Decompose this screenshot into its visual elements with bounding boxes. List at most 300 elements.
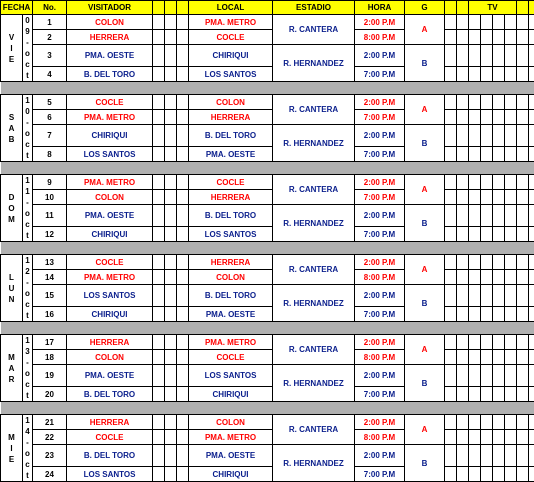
game-row: [1, 350, 534, 365]
game-row: [1, 307, 534, 322]
tv-cell: [457, 387, 469, 402]
tv-cell: [481, 285, 493, 307]
tv-cell: [493, 467, 505, 482]
game-time: 2:00 P.M: [355, 45, 405, 67]
tv-cell: [517, 350, 529, 365]
tv-cell: [505, 365, 517, 387]
stadium-name: R. HERNANDEZ: [273, 285, 355, 322]
local-team: HERRERA: [189, 110, 273, 125]
separator-cell: [1, 242, 534, 255]
tv-cell: [481, 175, 493, 190]
date-char: -: [23, 117, 32, 128]
blank-cell: [177, 350, 189, 365]
tv-cell: [457, 95, 469, 110]
game-row: [1, 335, 534, 350]
tv-cell: [505, 270, 517, 285]
tv-cell: [517, 335, 529, 350]
game-row: [1, 270, 534, 285]
date-char: -: [23, 437, 32, 448]
day-letter: B: [1, 134, 22, 145]
game-row: [1, 205, 534, 227]
tv-cell: [505, 190, 517, 205]
tv-cell: [505, 67, 517, 82]
blank-cell: [165, 67, 177, 82]
tv-cell: [457, 255, 469, 270]
day-letter: A: [1, 363, 22, 374]
tv-cell: [481, 307, 493, 322]
tv-cell: [481, 205, 493, 227]
day-separator: [1, 82, 534, 95]
tv-cell: [469, 15, 481, 30]
tv-cell: [481, 67, 493, 82]
date-char: 1: [23, 186, 32, 197]
tv-cell: [529, 415, 534, 430]
blank-cell: [165, 190, 177, 205]
group-letter-a: A: [405, 95, 445, 125]
tv-cell: [517, 45, 529, 67]
tv-cell: [445, 147, 457, 162]
header-hora: HORA: [355, 1, 405, 15]
blank-cell: [165, 307, 177, 322]
blank-cell: [165, 445, 177, 467]
tv-cell: [529, 95, 534, 110]
blank-cell: [165, 45, 177, 67]
tv-cell: [469, 255, 481, 270]
separator-cell: [1, 82, 534, 95]
game-row: [1, 190, 534, 205]
tv-cell: [445, 15, 457, 30]
day-letter: D: [1, 192, 22, 203]
tv-cell: [493, 147, 505, 162]
header-fecha: FECHA: [1, 1, 33, 15]
date-char: t: [23, 310, 32, 321]
stadium-name: R. CANTERA: [273, 175, 355, 205]
tv-cell: [445, 175, 457, 190]
game-number: 6: [33, 110, 67, 125]
local-team: HERRERA: [189, 255, 273, 270]
tv-cell: [445, 95, 457, 110]
tv-cell: [529, 190, 534, 205]
tv-cell: [517, 175, 529, 190]
date-char: c: [23, 219, 32, 230]
game-time: 8:00 P.M: [355, 350, 405, 365]
tv-cell: [505, 335, 517, 350]
tv-cell: [493, 45, 505, 67]
game-number: 1: [33, 15, 67, 30]
day-label: [1, 415, 23, 482]
date-char: 4: [23, 426, 32, 437]
blank-cell: [153, 125, 165, 147]
date-char: c: [23, 59, 32, 70]
tv-cell: [529, 270, 534, 285]
blank-cell: [153, 365, 165, 387]
tv-cell: [505, 387, 517, 402]
group-letter-b: B: [405, 365, 445, 402]
game-row: [1, 125, 534, 147]
date-char: 9: [23, 26, 32, 37]
header-blank: [457, 1, 469, 15]
game-number: 21: [33, 415, 67, 430]
blank-cell: [177, 190, 189, 205]
group-letter-b: B: [405, 445, 445, 482]
tv-cell: [445, 335, 457, 350]
date-char: t: [23, 150, 32, 161]
visitor-team: B. DEL TORO: [67, 67, 153, 82]
day-letter: I: [1, 43, 22, 54]
day-letter: O: [1, 203, 22, 214]
tv-cell: [469, 445, 481, 467]
date-char: 1: [23, 175, 32, 186]
blank-cell: [153, 45, 165, 67]
date-char: 2: [23, 266, 32, 277]
blank-cell: [153, 110, 165, 125]
tv-cell: [445, 350, 457, 365]
date-char: t: [23, 390, 32, 401]
tv-cell: [445, 125, 457, 147]
tv-cell: [481, 255, 493, 270]
tv-cell: [469, 335, 481, 350]
day-letter: U: [1, 283, 22, 294]
tv-cell: [517, 15, 529, 30]
game-time: 7:00 P.M: [355, 67, 405, 82]
day-letter: E: [1, 454, 22, 465]
game-row: [1, 227, 534, 242]
group-letter-b: B: [405, 45, 445, 82]
game-row: [1, 15, 534, 30]
date-char: 0: [23, 15, 32, 26]
blank-cell: [177, 285, 189, 307]
header-row: [1, 1, 534, 15]
tv-cell: [493, 350, 505, 365]
tv-cell: [457, 415, 469, 430]
header-estadio: ESTADIO: [273, 1, 355, 15]
blank-cell: [165, 147, 177, 162]
game-time: 7:00 P.M: [355, 307, 405, 322]
tv-cell: [493, 67, 505, 82]
separator-cell: [1, 402, 534, 415]
tv-cell: [457, 30, 469, 45]
blank-cell: [153, 350, 165, 365]
tv-cell: [481, 430, 493, 445]
tv-cell: [517, 285, 529, 307]
blank-cell: [165, 205, 177, 227]
visitor-team: PMA. METRO: [67, 270, 153, 285]
blank-cell: [165, 175, 177, 190]
group-letter-a: A: [405, 255, 445, 285]
tv-cell: [517, 415, 529, 430]
tv-cell: [445, 270, 457, 285]
tv-cell: [493, 30, 505, 45]
tv-cell: [529, 45, 534, 67]
header-blank: [529, 1, 534, 15]
tv-cell: [517, 147, 529, 162]
blank-cell: [165, 95, 177, 110]
game-number: 24: [33, 467, 67, 482]
tv-cell: [493, 445, 505, 467]
stadium-name: R. HERNANDEZ: [273, 125, 355, 162]
game-time: 2:00 P.M: [355, 95, 405, 110]
tv-cell: [457, 125, 469, 147]
date-char: -: [23, 37, 32, 48]
tv-cell: [445, 255, 457, 270]
tv-cell: [469, 190, 481, 205]
local-team: PMA. OESTE: [189, 307, 273, 322]
tv-cell: [529, 30, 534, 45]
tv-cell: [481, 95, 493, 110]
local-team: B. DEL TORO: [189, 205, 273, 227]
blank-cell: [177, 175, 189, 190]
date-char: c: [23, 379, 32, 390]
day-separator: [1, 322, 534, 335]
game-time: 2:00 P.M: [355, 285, 405, 307]
tv-cell: [517, 110, 529, 125]
visitor-team: HERRERA: [67, 415, 153, 430]
tv-cell: [481, 445, 493, 467]
blank-cell: [153, 270, 165, 285]
tv-cell: [481, 350, 493, 365]
tv-cell: [481, 30, 493, 45]
visitor-team: COCLE: [67, 95, 153, 110]
stadium-name: R. HERNANDEZ: [273, 45, 355, 82]
game-time: 2:00 P.M: [355, 255, 405, 270]
blank-cell: [165, 415, 177, 430]
game-time: 7:00 P.M: [355, 227, 405, 242]
visitor-team: B. DEL TORO: [67, 387, 153, 402]
stadium-name: R. CANTERA: [273, 335, 355, 365]
tv-cell: [493, 15, 505, 30]
game-number: 16: [33, 307, 67, 322]
date-label: [23, 95, 33, 162]
day-letter: M: [1, 214, 22, 225]
tv-cell: [469, 387, 481, 402]
tv-cell: [505, 147, 517, 162]
game-time: 8:00 P.M: [355, 270, 405, 285]
day-letter: M: [1, 432, 22, 443]
tv-cell: [457, 67, 469, 82]
day-label: [1, 15, 23, 82]
blank-cell: [177, 227, 189, 242]
blank-cell: [153, 430, 165, 445]
blank-cell: [153, 147, 165, 162]
local-team: CHIRIQUI: [189, 467, 273, 482]
blank-cell: [177, 205, 189, 227]
local-team: PMA. METRO: [189, 430, 273, 445]
tv-cell: [469, 227, 481, 242]
game-row: [1, 387, 534, 402]
tv-cell: [493, 285, 505, 307]
tv-cell: [517, 30, 529, 45]
tv-cell: [493, 95, 505, 110]
tv-cell: [445, 110, 457, 125]
blank-cell: [153, 30, 165, 45]
tv-cell: [469, 270, 481, 285]
game-time: 2:00 P.M: [355, 335, 405, 350]
game-time: 2:00 P.M: [355, 125, 405, 147]
blank-cell: [165, 467, 177, 482]
day-label: [1, 255, 23, 322]
header-blank: [165, 1, 177, 15]
tv-cell: [457, 365, 469, 387]
stadium-name: R. CANTERA: [273, 255, 355, 285]
local-team: PMA. OESTE: [189, 445, 273, 467]
group-letter-a: A: [405, 15, 445, 45]
local-team: PMA. OESTE: [189, 147, 273, 162]
game-number: 15: [33, 285, 67, 307]
blank-cell: [165, 125, 177, 147]
date-char: t: [23, 230, 32, 241]
tv-cell: [493, 335, 505, 350]
blank-cell: [177, 15, 189, 30]
blank-cell: [177, 335, 189, 350]
day-letter: A: [1, 123, 22, 134]
blank-cell: [177, 45, 189, 67]
game-row: [1, 67, 534, 82]
day-letter: L: [1, 272, 22, 283]
group-letter-a: A: [405, 415, 445, 445]
tv-cell: [505, 110, 517, 125]
tv-cell: [457, 15, 469, 30]
tv-cell: [481, 45, 493, 67]
tv-cell: [493, 365, 505, 387]
date-char: t: [23, 70, 32, 81]
tv-cell: [529, 110, 534, 125]
tv-cell: [493, 110, 505, 125]
blank-cell: [165, 365, 177, 387]
blank-cell: [177, 415, 189, 430]
tv-cell: [493, 175, 505, 190]
visitor-team: COLON: [67, 15, 153, 30]
date-label: [23, 335, 33, 402]
day-separator: [1, 402, 534, 415]
blank-cell: [177, 30, 189, 45]
tv-cell: [445, 307, 457, 322]
blank-cell: [177, 430, 189, 445]
tv-cell: [493, 270, 505, 285]
tv-cell: [505, 15, 517, 30]
header-blank: [177, 1, 189, 15]
date-char: c: [23, 299, 32, 310]
tv-cell: [481, 147, 493, 162]
date-char: o: [23, 128, 32, 139]
tv-cell: [445, 445, 457, 467]
tv-cell: [517, 467, 529, 482]
blank-cell: [165, 285, 177, 307]
game-number: 4: [33, 67, 67, 82]
game-number: 2: [33, 30, 67, 45]
tv-cell: [445, 285, 457, 307]
game-number: 18: [33, 350, 67, 365]
tv-cell: [481, 227, 493, 242]
game-number: 3: [33, 45, 67, 67]
tv-cell: [445, 30, 457, 45]
game-time: 2:00 P.M: [355, 415, 405, 430]
local-team: PMA. METRO: [189, 15, 273, 30]
tv-cell: [445, 205, 457, 227]
game-number: 13: [33, 255, 67, 270]
game-time: 7:00 P.M: [355, 467, 405, 482]
tv-cell: [469, 125, 481, 147]
visitor-team: LOS SANTOS: [67, 285, 153, 307]
tv-cell: [493, 387, 505, 402]
tv-cell: [481, 190, 493, 205]
tv-cell: [517, 270, 529, 285]
game-time: 2:00 P.M: [355, 365, 405, 387]
tv-cell: [445, 190, 457, 205]
tv-cell: [517, 430, 529, 445]
tv-cell: [505, 467, 517, 482]
game-number: 19: [33, 365, 67, 387]
tv-cell: [445, 365, 457, 387]
blank-cell: [153, 285, 165, 307]
blank-cell: [177, 365, 189, 387]
game-number: 5: [33, 95, 67, 110]
day-letter: M: [1, 352, 22, 363]
tv-cell: [529, 445, 534, 467]
game-time: 7:00 P.M: [355, 147, 405, 162]
day-letter: N: [1, 294, 22, 305]
visitor-team: CHIRIQUI: [67, 125, 153, 147]
tv-cell: [469, 205, 481, 227]
game-time: 7:00 P.M: [355, 110, 405, 125]
tv-cell: [481, 15, 493, 30]
tv-cell: [469, 175, 481, 190]
tv-cell: [529, 335, 534, 350]
group-letter-a: A: [405, 335, 445, 365]
date-char: 1: [23, 415, 32, 426]
blank-cell: [165, 227, 177, 242]
tv-cell: [469, 350, 481, 365]
local-team: COCLE: [189, 30, 273, 45]
tv-cell: [493, 205, 505, 227]
tv-cell: [505, 415, 517, 430]
visitor-team: COLON: [67, 350, 153, 365]
game-row: [1, 415, 534, 430]
game-row: [1, 147, 534, 162]
tv-cell: [517, 445, 529, 467]
date-label: [23, 415, 33, 482]
visitor-team: PMA. METRO: [67, 175, 153, 190]
tv-cell: [505, 125, 517, 147]
tv-cell: [529, 307, 534, 322]
tv-cell: [445, 45, 457, 67]
game-number: 17: [33, 335, 67, 350]
blank-cell: [153, 255, 165, 270]
tv-cell: [505, 95, 517, 110]
blank-cell: [177, 147, 189, 162]
tv-cell: [457, 270, 469, 285]
tv-cell: [505, 285, 517, 307]
tv-cell: [457, 110, 469, 125]
game-row: [1, 255, 534, 270]
visitor-team: PMA. OESTE: [67, 205, 153, 227]
game-number: 10: [33, 190, 67, 205]
date-char: o: [23, 448, 32, 459]
header-blank: [153, 1, 165, 15]
tv-cell: [529, 350, 534, 365]
date-char: o: [23, 208, 32, 219]
tv-cell: [469, 365, 481, 387]
tv-cell: [529, 125, 534, 147]
date-char: o: [23, 48, 32, 59]
tv-cell: [505, 430, 517, 445]
tv-cell: [493, 415, 505, 430]
visitor-team: PMA. METRO: [67, 110, 153, 125]
stadium-name: R. CANTERA: [273, 415, 355, 445]
blank-cell: [153, 15, 165, 30]
local-team: CHIRIQUI: [189, 387, 273, 402]
tv-cell: [493, 190, 505, 205]
blank-cell: [165, 255, 177, 270]
